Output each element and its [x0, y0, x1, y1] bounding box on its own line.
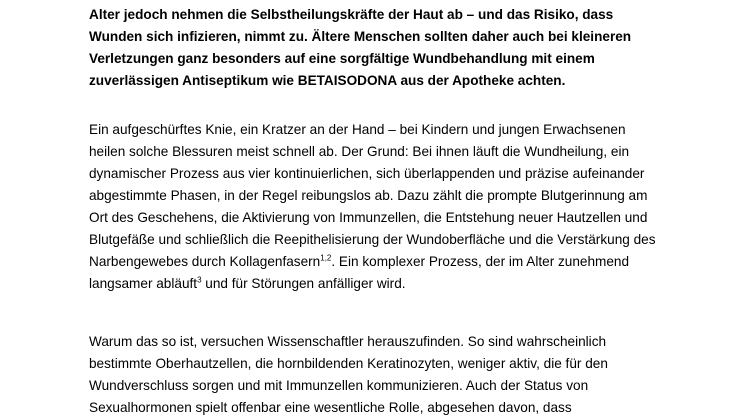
p1-line-7 [89, 251, 661, 273]
footnote-ref-1-2: 1,2 [320, 253, 332, 263]
p1-line-1: Ein aufgeschürftes Knie, ein Kratzer an der Hand – bei Kindern und jungen Erwachsenen [89, 122, 626, 137]
p1-line-8-text-a: langsamer abläuft [89, 276, 198, 291]
lead-line-4: zuverlässigen Antiseptikum wie BETAISODONA aus der Apotheke achten. [89, 73, 566, 88]
p1-line-3: dynamischer Prozess aus vier kontinuierlichen, sich überlappenden und präzise aufeinander [89, 166, 645, 181]
p1-line-4: abgestimmte Phasen, in der Regel reibungslos ab. Dazu zählt die prompte Blutgerinnung am [89, 188, 648, 203]
lead-line-1: Alter jedoch nehmen die Selbstheilungskräfte der Haut ab – und das Risiko, dass [89, 7, 614, 22]
lead-line-2: Wunden sich infizieren, nimmt zu. Ältere Menschen sollten daher auch bei kleineren [89, 29, 632, 44]
body-paragraph-2 [89, 331, 661, 419]
lead-line-3: Verletzungen ganz besonders auf eine sorgfältige Wundbehandlung mit einem [89, 51, 595, 66]
lead-paragraph [89, 4, 661, 92]
p1-line-6: Blutgefäße und schließlich die Reepithelisierung der Wundoberfläche und die Verstärkung des [89, 232, 656, 247]
footnote-ref-3: 3 [197, 275, 202, 285]
p1-line-2: heilen solche Blessuren meist schnell ab. Der Grund: Bei ihnen läuft die Wundheilung, ein [89, 144, 630, 159]
p1-line-8 [89, 273, 661, 295]
p1-line-5: Ort des Geschehens, die Aktivierung von Immunzellen, die Entstehung neuer Hautzellen und [89, 210, 648, 225]
p2-line-2: bestimmte Oberhautzellen, die hornbildenden Keratinozyten, weniger aktiv, die für den [89, 356, 608, 371]
p1-line-8-text-b: und für Störungen anfälliger wird. [201, 276, 406, 291]
p2-line-1: Warum das so ist, versuchen Wissenschaftler herauszufinden. So sind wahrscheinlich [89, 334, 607, 349]
p2-line-4: Sexualhormonen spielt offenbar eine wesentliche Rolle, abgesehen davon, dass [89, 400, 572, 415]
p2-line-3: Wundverschluss sorgen und mit Immunzellen kommunizieren. Auch der Status von [89, 378, 589, 393]
p1-line-7-text-b: . Ein komplexer Prozess, der im Alter zunehmend [331, 254, 630, 269]
p1-line-7-text-a: Narbengewebes durch Kollagenfasern [89, 254, 321, 269]
body-paragraph-1 [89, 119, 661, 295]
